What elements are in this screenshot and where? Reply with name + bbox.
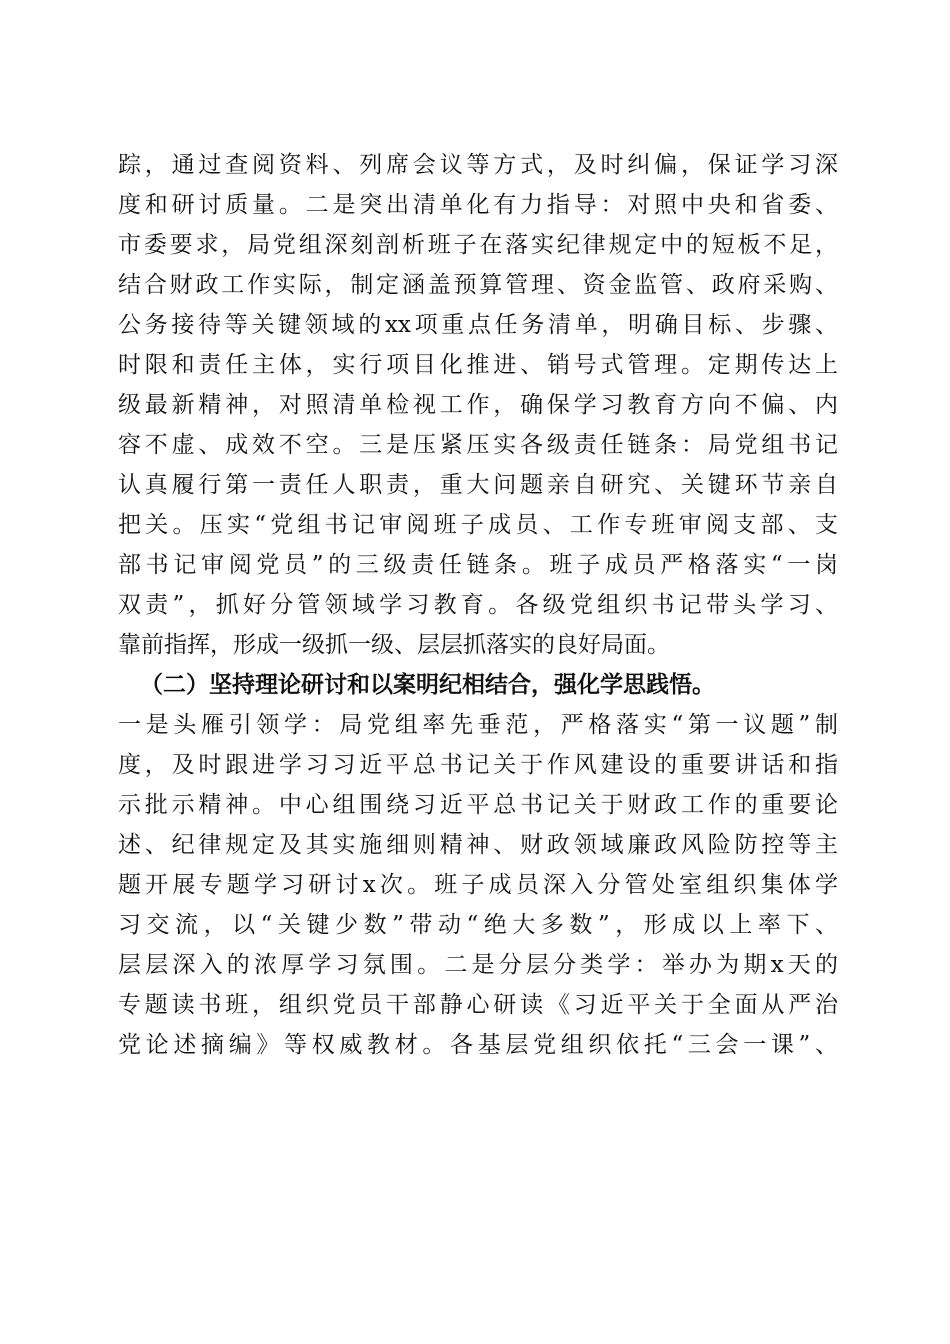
paragraph-line: 公务接待等关键领域的xx项重点任务清单，明确目标、步骤、 (118, 312, 838, 338)
paragraph-line: 述、纪律规定及其实施细则精神、财政领域廉政风险防控等主 (118, 832, 838, 858)
paragraph-line: 度和研讨质量。二是突出清单化有力指导：对照中央和省委、 (118, 192, 838, 218)
paragraph-line: 示批示精神。中心组围绕习近平总书记关于财政工作的重要论 (118, 792, 838, 818)
paragraph-line: 题开展专题学习研讨x次。班子成员深入分管处室组织集体学 (118, 872, 838, 898)
paragraph-line: 度，及时跟进学习习近平总书记关于作风建设的重要讲话和指 (118, 752, 838, 778)
paragraph-line: 容不虚、成效不空。三是压紧压实各级责任链条：局党组书记 (118, 432, 838, 458)
paragraph-line: 把关。压实“党组书记审阅班子成员、工作专班审阅支部、支 (118, 512, 838, 538)
section-heading: （二）坚持理论研讨和以案明纪相结合，强化学思践悟。 (140, 671, 715, 698)
paragraph-line: 结合财政工作实际，制定涵盖预算管理、资金监管、政府采购、 (118, 272, 838, 298)
paragraph-line: 双责”，抓好分管领域学习教育。各级党组织书记带头学习、 (118, 592, 838, 618)
paragraph-line: 市委要求，局党组深刻剖析班子在落实纪律规定中的短板不足， (118, 232, 838, 258)
paragraph-line: 习交流，以“关键少数”带动“绝大多数”，形成以上率下、 (118, 912, 838, 938)
paragraph-line: 专题读书班，组织党员干部静心研读《习近平关于全面从严治 (118, 992, 838, 1018)
paragraph-line: 一是头雁引领学：局党组率先垂范，严格落实“第一议题”制 (118, 712, 838, 738)
paragraph-line: 级最新精神，对照清单检视工作，确保学习教育方向不偏、内 (118, 392, 838, 418)
paragraph-line: 部书记审阅党员”的三级责任链条。班子成员严格落实“一岗 (118, 552, 838, 578)
paragraph-line: 靠前指挥，形成一级抓一级、层层抓落实的良好局面。 (118, 632, 670, 658)
paragraph-line: 时限和责任主体，实行项目化推进、销号式管理。定期传达上 (118, 352, 838, 378)
paragraph-line: 党论述摘编》等权威教材。各基层党组织依托“三会一课”、 (118, 1032, 838, 1058)
paragraph-line: 踪，通过查阅资料、列席会议等方式，及时纠偏，保证学习深 (118, 152, 838, 178)
document-body (118, 145, 838, 1065)
paragraph-line: 认真履行第一责任人职责，重大问题亲自研究、关键环节亲自 (118, 472, 838, 498)
paragraph-line: 层层深入的浓厚学习氛围。二是分层分类学：举办为期x天的 (118, 952, 838, 978)
